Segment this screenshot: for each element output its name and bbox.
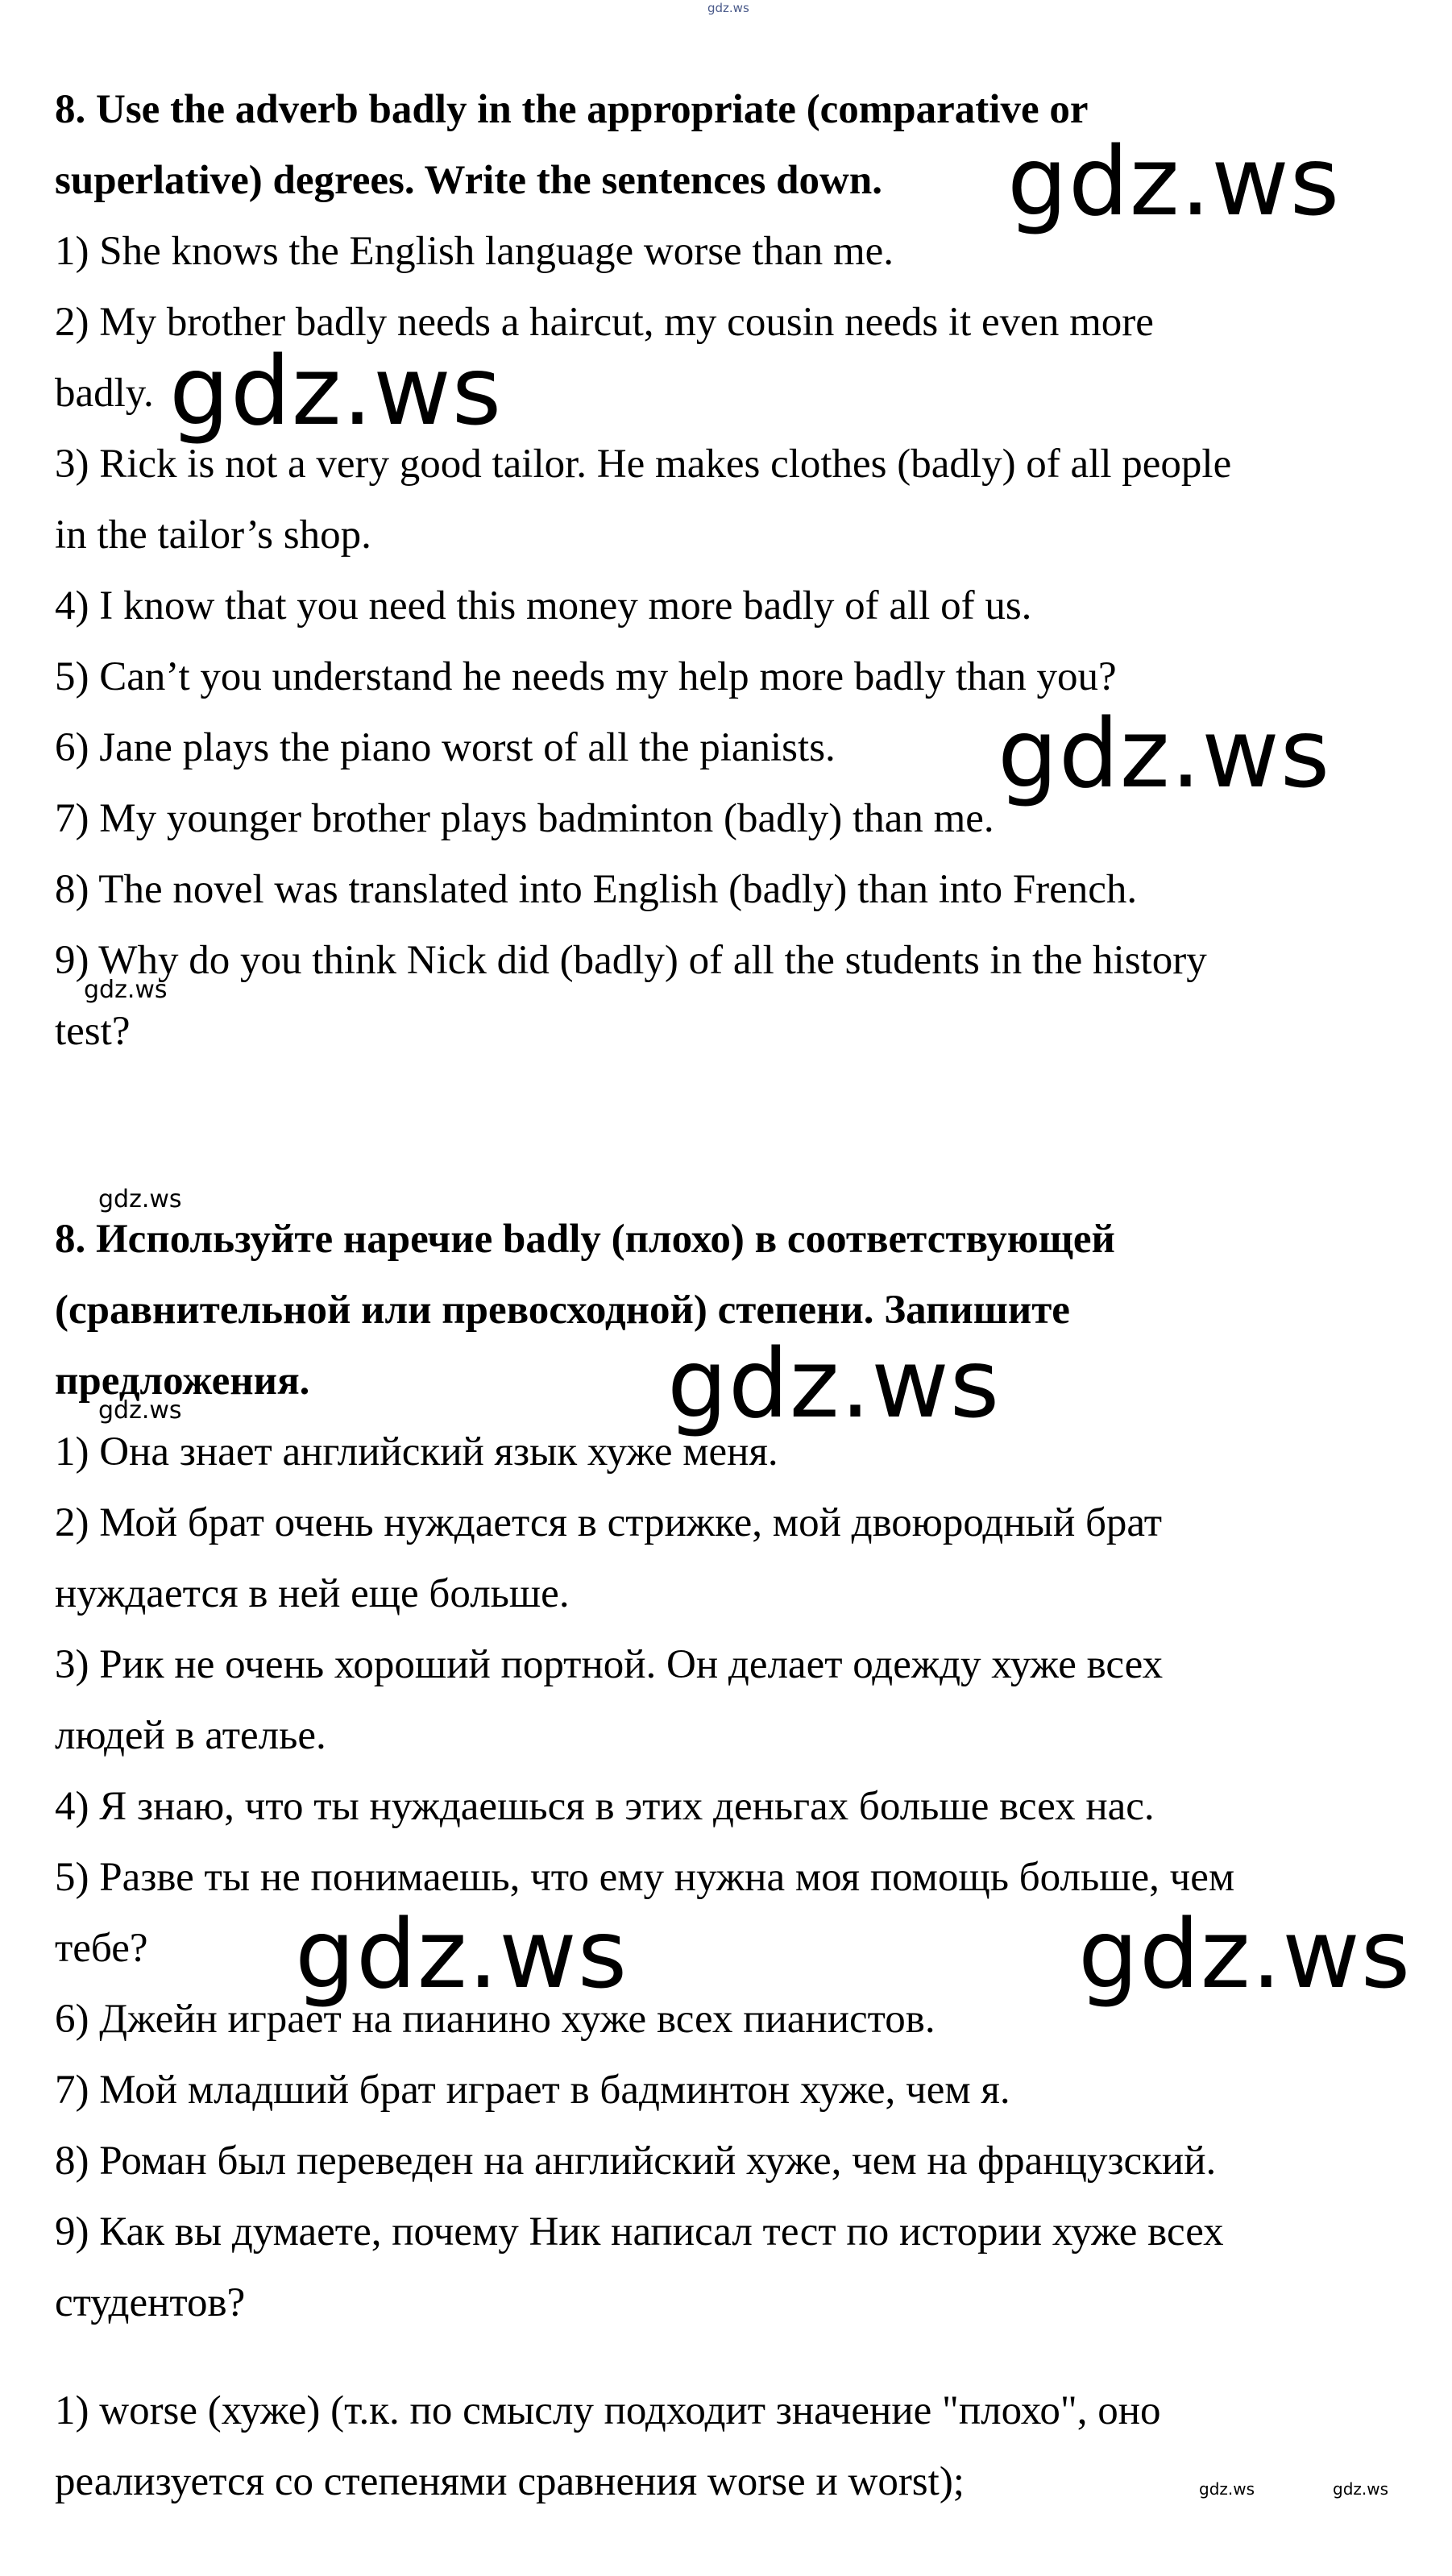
watermark-large: gdz.ws: [1007, 126, 1341, 237]
english-sentence-line: 7) My younger brother plays badminton (badly) than me.: [55, 796, 994, 841]
english-sentence-line: 9) Why do you think Nick did (badly) of all the students in the history: [55, 938, 1207, 983]
watermark-tiny: gdz.ws: [1199, 2479, 1255, 2499]
russian-sentence-line: 4) Я знаю, что ты нуждаешься в этих деньгах больше всех нас.: [55, 1784, 1155, 1829]
russian-sentence-line: студентов?: [55, 2280, 246, 2325]
watermark-large: gdz.ws: [667, 1328, 1001, 1439]
watermark-large: gdz.ws: [295, 1898, 629, 2010]
english-sentence-line: test?: [55, 1009, 131, 1054]
russian-sentence-line: 2) Мой брат очень нуждается в стрижке, мой двоюродный брат: [55, 1500, 1163, 1545]
russian-sentence-line: 6) Джейн играет на пианино хуже всех пианистов.: [55, 1997, 936, 2042]
english-sentence-line: 3) Rick is not a very good tailor. He makes clothes (badly) of all people: [55, 442, 1232, 487]
english-sentence-line: badly.: [55, 371, 154, 416]
watermark-small: gdz.ws: [84, 976, 168, 1004]
russian-sentence-line: 1) Она знает английский язык хуже меня.: [55, 1429, 778, 1475]
russian-sentence-line: 7) Мой младший брат играет в бадминтон хуже, чем я.: [55, 2068, 1010, 2113]
answer-line: 1) worse (хуже) (т.к. по смыслу подходит значение "плохо", оно: [55, 2388, 1161, 2433]
english-heading-line-2: superlative) degrees. Write the sentences down.: [55, 158, 882, 203]
english-sentence-line: 8) The novel was translated into English (badly) than into French.: [55, 867, 1138, 912]
watermark-top: gdz.ws: [707, 1, 749, 15]
russian-sentence-line: 5) Разве ты не понимаешь, что ему нужна моя помощь больше, чем: [55, 1855, 1235, 1900]
english-sentence-line: 2) My brother badly needs a haircut, my cousin needs it even more: [55, 300, 1154, 345]
russian-heading-line-3: предложения.: [55, 1359, 310, 1404]
russian-heading-line-2: (сравнительной или превосходной) степени. Запишите: [55, 1288, 1070, 1333]
watermark-tiny: gdz.ws: [1333, 2479, 1389, 2499]
english-sentence-line: 4) I know that you need this money more badly of all of us.: [55, 583, 1032, 628]
russian-sentence-line: 8) Роман был переведен на английский хуже, чем на французский.: [55, 2138, 1217, 2184]
russian-sentence-line: нуждается в ней еще больше.: [55, 1571, 570, 1616]
russian-sentence-line: 9) Как вы думаете, почему Ник написал тест по истории хуже всех: [55, 2209, 1224, 2255]
answer-line: реализуется со степенями сравнения worse и worst);: [55, 2459, 965, 2504]
russian-sentence-line: 3) Рик не очень хороший портной. Он делает одежду хуже всех: [55, 1642, 1164, 1687]
english-sentence-line: 6) Jane plays the piano worst of all the pianists.: [55, 725, 836, 770]
watermark-large: gdz.ws: [998, 698, 1331, 809]
russian-sentence-line: людей в ателье.: [55, 1713, 326, 1758]
watermark-large: gdz.ws: [1078, 1898, 1412, 2010]
english-heading-line-1: 8. Use the adverb badly in the appropriate (comparative or: [55, 87, 1089, 132]
watermark-small: gdz.ws: [98, 1185, 182, 1213]
russian-heading-line-1: 8. Используйте наречие badly (плохо) в соответствующей: [55, 1217, 1115, 1262]
english-sentence-line: 1) She knows the English language worse than me.: [55, 229, 894, 274]
watermark-small: gdz.ws: [98, 1396, 182, 1425]
russian-sentence-line: тебе?: [55, 1926, 148, 1971]
watermark-large: gdz.ws: [169, 335, 503, 446]
english-sentence-line: 5) Can’t you understand he needs my help more badly than you?: [55, 654, 1117, 699]
english-sentence-line: in the tailor’s shop.: [55, 512, 371, 558]
